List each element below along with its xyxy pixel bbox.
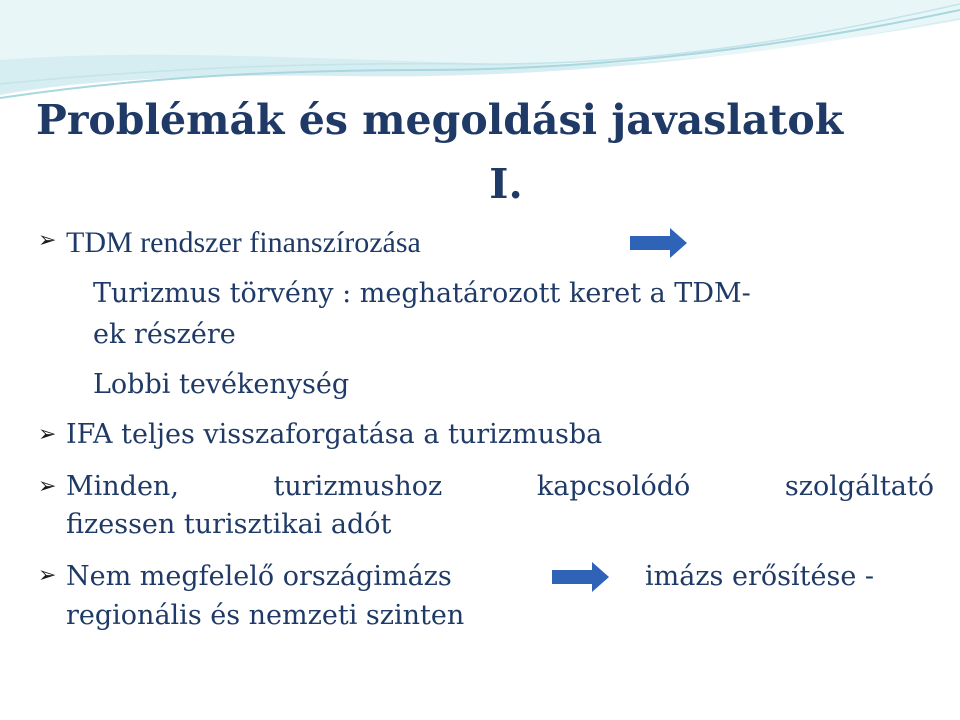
image-strengthening: imázs erősítése - (645, 561, 874, 592)
sub-lobbying: Lobbi tevékenység (93, 369, 350, 400)
arrowhead-bullet-icon: ➢ (38, 228, 57, 253)
word: Minden, (66, 471, 179, 502)
right-arrow-icon (552, 561, 610, 593)
word: turizmushoz (273, 471, 443, 502)
arrowhead-bullet-icon: ➢ (38, 474, 57, 499)
right-arrow-icon (630, 227, 688, 259)
bullet-country-image: Nem megfelelő országimázs (66, 561, 452, 592)
slide-title (36, 88, 936, 216)
arrowhead-bullet-icon: ➢ (38, 422, 57, 447)
bullet-ifa: IFA teljes visszaforgatása a turizmusba (66, 419, 603, 450)
word: kapcsolódó (536, 471, 691, 502)
bullet-service-providers (66, 470, 934, 504)
sub-tourism-law: Turizmus törvény : meghatározott keret a TDM- (93, 278, 751, 309)
bullet-tdm-financing: TDM rendszer finanszírozása (66, 226, 421, 259)
arrowhead-bullet-icon: ➢ (38, 563, 57, 588)
word: szolgáltató (784, 471, 934, 502)
bullet-country-image-cont: regionális és nemzeti szinten (66, 600, 465, 631)
title-line-1: Problémák és megoldási javaslatok (36, 96, 844, 144)
sub-tourism-law-cont: ek részére (93, 319, 236, 350)
bullet-service-providers-cont: fizessen turisztikai adót (66, 509, 392, 540)
title-line-2: I. (489, 160, 523, 208)
